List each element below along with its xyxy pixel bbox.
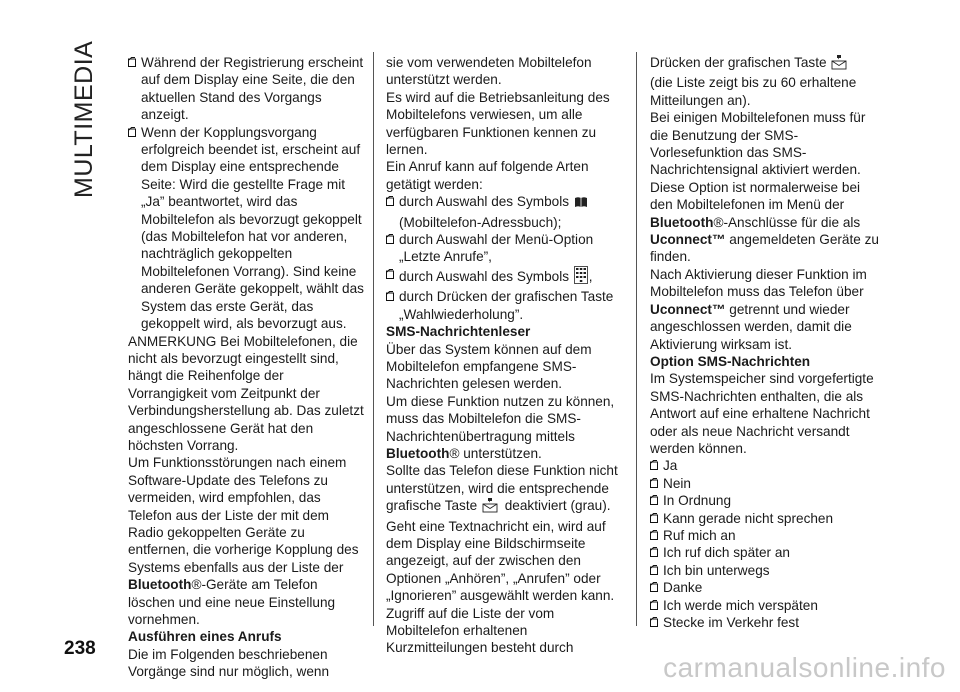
column-divider <box>373 52 374 626</box>
paragraph: Zugriff auf die Liste der vom Mobiltelefon erhaltenen Kurzmitteilungen besteht durch <box>386 605 574 656</box>
paragraph: Über das System können auf dem Mobiltelefon empfangene SMS-Nachrichten gelesen werden. <box>386 341 592 392</box>
checkbox-icon <box>386 234 394 244</box>
bullet-item: durch Auswahl des Symbols , <box>386 266 626 288</box>
column-divider <box>636 52 637 626</box>
checkbox-icon <box>128 127 136 137</box>
list-item: In Ordnung <box>650 492 882 509</box>
column-2 <box>386 54 626 657</box>
paragraph: Die im Folgenden beschriebenen Vorgänge sind nur möglich, wenn <box>128 646 330 680</box>
checkbox-icon <box>386 269 394 279</box>
checkbox-icon <box>650 617 658 627</box>
list-item: Ich ruf dich später an <box>650 544 882 561</box>
paragraph: Es wird auf die Betriebsanleitung des Mobiltelefons verwiesen, um alle verfügbaren Funktionen kennen zu lernen. <box>386 89 610 158</box>
note-paragraph: ANMERKUNG Bei Mobiltelefonen, die nicht als bevorzugt eingestellt sind, hängt die Reihenfolge der Vorrangigkeit vom Zeitpunkt der Verbindungsherstellung ab. Das zuletzt angeschlossene Gerät hat den höchsten Vorrang. <box>128 333 364 453</box>
bullet-item: Während der Registrierung erscheint auf dem Display eine Seite, die den aktuellen Stand des Vorgangs anzeigt. <box>128 54 364 124</box>
checkbox-icon <box>650 582 658 592</box>
checkbox-icon <box>650 460 658 470</box>
list-item: Danke <box>650 579 882 596</box>
checkbox-icon <box>650 513 658 523</box>
list-item: Ich bin unterwegs <box>650 562 882 579</box>
list-item: Ja <box>650 457 882 474</box>
paragraph: Sollte das Telefon diese Funktion nicht unterstützen, wird die entsprechende grafische Taste deaktiviert (grau). <box>386 462 626 517</box>
checkbox-icon <box>650 530 658 540</box>
section-heading: Option SMS-Nachrichten <box>650 353 811 369</box>
phonebook-icon <box>574 195 588 213</box>
column-3 <box>650 54 882 631</box>
list-item: Nein <box>650 475 882 492</box>
page-number: 238 <box>64 638 96 659</box>
section-heading: SMS-Nachrichtenleser <box>386 324 531 340</box>
paragraph: Nach Aktivierung dieser Funktion im Mobiltelefon muss das Telefon über Uconnect™ getrennt und wieder angeschlossen werden, damit die Aktivierung wirksam ist. <box>650 266 867 352</box>
list-item: Ruf mich an <box>650 527 882 544</box>
paragraph: Um diese Funktion nutzen zu können, muss das Mobiltelefon die SMS-Nachrichtenübertragung mittels Bluetooth® unterstützen. <box>386 393 615 461</box>
checkbox-icon <box>650 478 658 488</box>
bullet-item: durch Auswahl der Menü-Option „Letzte Anrufe”, <box>386 231 626 266</box>
checkbox-icon <box>386 196 394 206</box>
checkbox-icon <box>650 495 658 505</box>
checkbox-icon <box>128 57 136 67</box>
checkbox-icon <box>650 565 658 575</box>
sms-icon <box>831 54 849 74</box>
list-item: Kann gerade nicht sprechen <box>650 510 882 527</box>
keypad-icon <box>574 266 588 288</box>
paragraph: Ein Anruf kann auf folgende Arten getätigt werden: <box>386 159 589 192</box>
paragraph: sie vom verwendeten Mobiltelefon unterstützt werden. <box>386 55 592 88</box>
section-heading: Ausführen eines Anrufs <box>128 629 282 645</box>
sms-icon <box>482 497 500 517</box>
paragraph: Bei einigen Mobiltelefonen muss für die Benutzung der SMS-Vorlesefunktion das SMS-Nachrichtensignal aktiviert werden. Diese Option ist normalerweise bei den Mobiltelefonen im Menü der Bluetooth®-Anschlüsse für die als Uconnect™ angemeldeten Geräte zu finden. <box>650 110 879 265</box>
checkbox-icon <box>386 291 394 301</box>
bullet-item: Wenn der Kopplungsvorgang erfolgreich beendet ist, erscheint auf dem Display eine entsprechende Seite: Wird die gestellte Frage mit „Ja” beantwortet, wird das Mobiltelefon als bevorzugt gekoppelt (das Mobiltelefon hat vor anderen, nachträglich gekoppelten Mobiltelefonen Vorrang). Sind keine anderen Geräte gekoppelt, wählt das System das erste Gerät, das gekoppelt wird, als bevorzugt aus. <box>128 124 364 333</box>
watermark: carmanualsonline.info <box>663 652 946 683</box>
list-item: Stecke im Verkehr fest <box>650 614 882 631</box>
paragraph: Im Systemspeicher sind vorgefertigte SMS-Nachrichten enthalten, die als Antwort auf eine erhaltene Nachricht oder als neue Nachricht versandt werden können. <box>650 371 874 456</box>
section-label: MULTIMEDIA <box>70 40 98 198</box>
bullet-item: durch Auswahl des Symbols (Mobiltelefon-Adressbuch); <box>386 193 626 231</box>
paragraph: Drücken der grafischen Taste (die Liste zeigt bis zu 60 erhaltene Mitteilungen an). <box>650 55 857 108</box>
bullet-item: durch Drücken der grafischen Taste „Wahlwiederholung”. <box>386 288 626 323</box>
paragraph: Um Funktionsstörungen nach einem Software-Update des Telefons zu vermeiden, wird empfohlen, das Telefon aus der Liste der mit dem Radio gekoppelten Geräte zu entfernen, die vorherige Kopplung des Systems ebenfalls aus der Liste der Bluetooth®-Geräte am Telefon löschen und eine neue Einstellung vornehmen. <box>128 455 359 627</box>
list-item: Ich werde mich verspäten <box>650 597 882 614</box>
column-1 <box>128 54 364 681</box>
checkbox-icon <box>650 600 658 610</box>
sms-options-list <box>650 457 882 631</box>
checkbox-icon <box>650 547 658 557</box>
paragraph: Geht eine Textnachricht ein, wird auf dem Display eine Bildschirmseite angezeigt, auf der zwischen den Optionen „Anhören”, „Anrufen” oder „Ignorieren” ausgewählt werden kann. <box>386 518 615 604</box>
